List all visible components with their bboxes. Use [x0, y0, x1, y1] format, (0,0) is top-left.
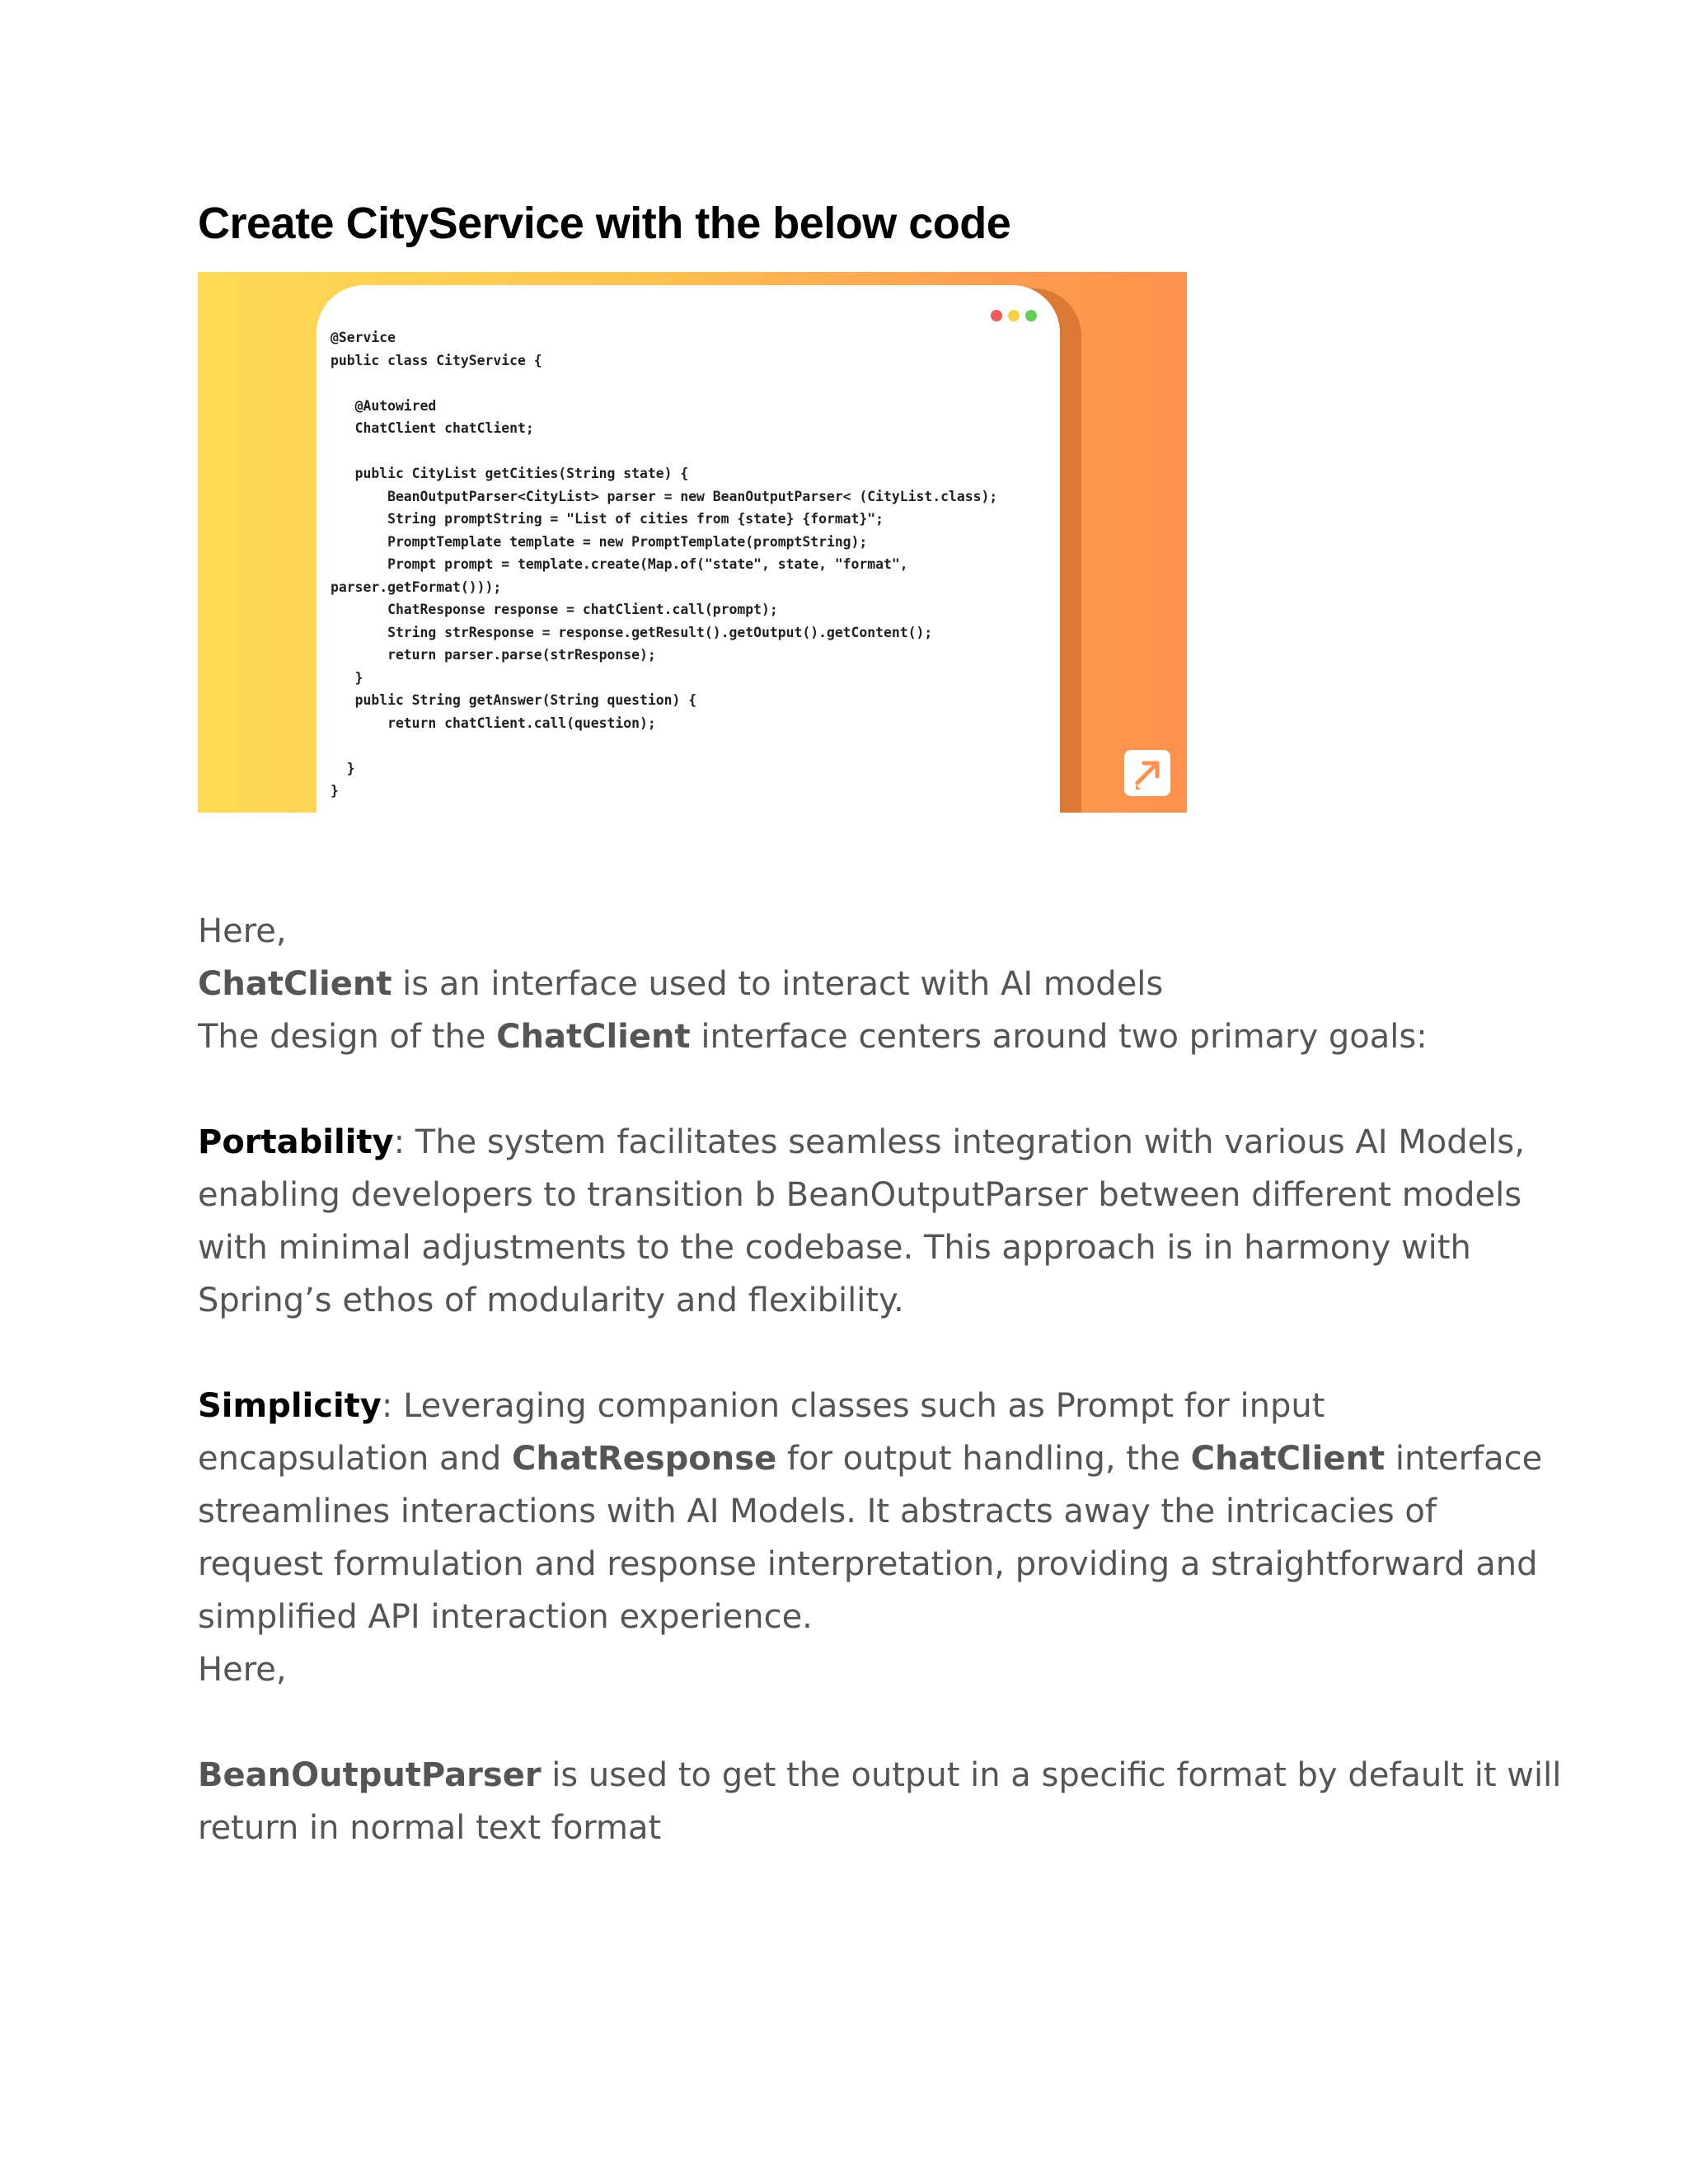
simplicity-text-2c: interface — [1385, 1440, 1543, 1478]
parser-line-2: return in normal text format — [198, 1809, 662, 1847]
portability-line-3: with minimal adjustments to the codebase. This approach is in harmony with — [198, 1229, 1471, 1267]
portability-term: Portability — [198, 1123, 394, 1161]
close-dot-icon — [991, 310, 1002, 321]
portability-line-1 — [198, 1116, 1525, 1169]
minimize-dot-icon — [1008, 310, 1020, 321]
portability-line-2: enabling developers to transition b BeanOutputParser between different models — [198, 1176, 1522, 1214]
code-editor-window — [316, 285, 1060, 813]
chatclient-term-2: ChatClient — [1190, 1440, 1386, 1478]
design-suffix: interface centers around two primary goals: — [690, 1018, 1428, 1056]
arrow-up-right-icon — [1124, 750, 1170, 796]
here-label-1: Here, — [198, 912, 287, 950]
maximize-dot-icon — [1025, 310, 1037, 321]
simplicity-line-3: streamlines interactions with AI Models. It abstracts away the intricacies of — [198, 1493, 1437, 1530]
simplicity-text-2a: encapsulation and — [198, 1440, 512, 1478]
article-body — [198, 905, 1562, 1854]
design-prefix: The design of the — [198, 1018, 497, 1056]
simplicity-line-4: request formulation and response interpretation, providing a straightforward and — [198, 1545, 1538, 1583]
chatclient-desc: is an interface used to interact with AI models — [392, 965, 1164, 1003]
window-controls — [991, 310, 1037, 321]
simplicity-line-2 — [198, 1432, 1543, 1485]
code-screenshot — [198, 272, 1187, 813]
simplicity-line-1 — [198, 1380, 1517, 1432]
design-term: ChatClient — [496, 1018, 691, 1056]
chatclient-definition — [198, 958, 1517, 1010]
simplicity-line-5: simplified API interaction experience. — [198, 1598, 813, 1636]
chatresponse-term: ChatResponse — [511, 1440, 777, 1478]
portability-text-1: : The system facilitates seamless integration with various AI Models, — [393, 1123, 1525, 1161]
chatclient-term: ChatClient — [198, 965, 392, 1003]
page-title: Create CityService with the below code — [198, 199, 1011, 248]
design-intro — [198, 1010, 1517, 1063]
simplicity-text-1: : Leveraging companion classes such as Prompt for input — [381, 1387, 1325, 1425]
code-block: @Service public class CityService { @Autowired ChatClient chatClient; public CityList getCities(String state) { BeanOutputParser<CityList> parser = new BeanOutputParser< (CityList.class); String promptString = "List of cities from {state} {format}"; PromptTemplate template = new PromptTemplate(promptString); Prompt prompt = template.create(Map.of("state", state, "format", parser.getFormat())); ChatResponse response = chatClient.call(prompt); String strResponse = response.getResult().getOutput().getContent(); return parser.parse(strResponse); } public String getAnswer(String question) { return chatClient.call(question); } } — [331, 330, 998, 799]
portability-line-4: Spring’s ethos of modularity and flexibility. — [198, 1282, 904, 1319]
parser-text-1: is used to get the output in a specific format by default it will — [541, 1756, 1562, 1794]
simplicity-term: Simplicity — [198, 1387, 382, 1425]
beanoutputparser-term: BeanOutputParser — [198, 1756, 542, 1794]
here-label-2: Here, — [198, 1651, 287, 1689]
parser-line-1 — [198, 1749, 1562, 1802]
simplicity-text-2b: for output handling, the — [776, 1440, 1191, 1478]
